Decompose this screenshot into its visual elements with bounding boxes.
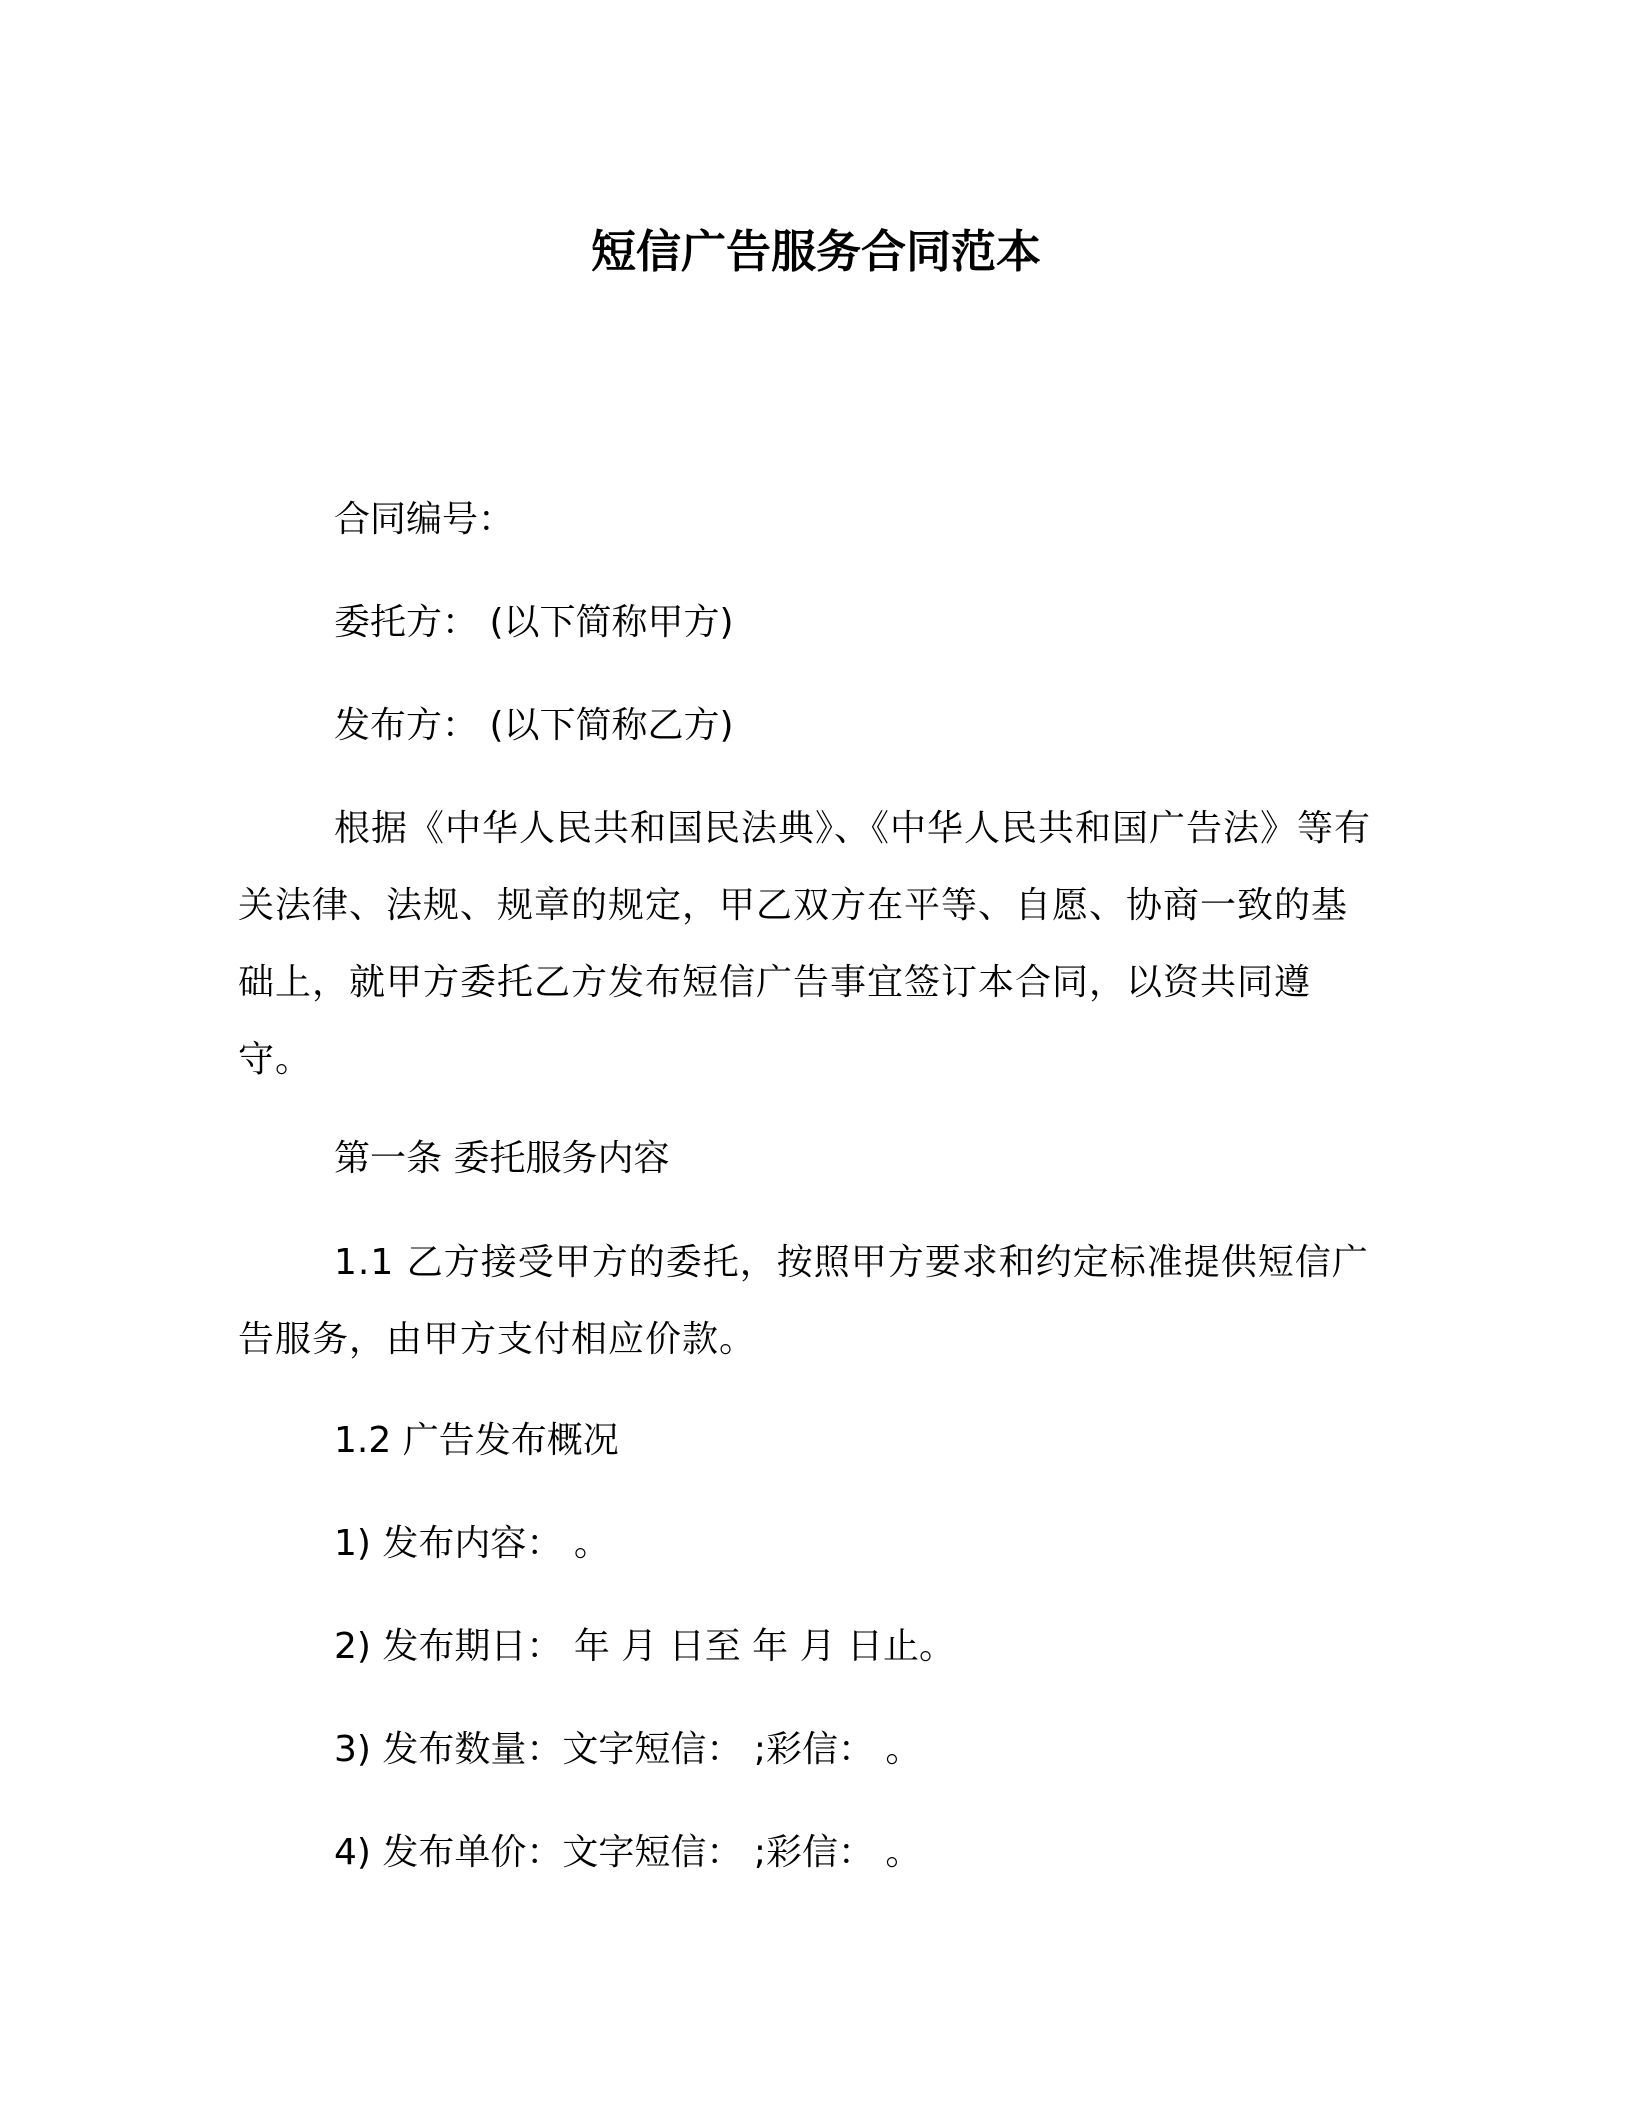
item-3-line: 3) 发布数量：文字短信： ;彩信： 。 [334, 1729, 922, 1770]
clause-1-1-paragraph: 1.1 乙方接受甲方的委托，按照甲方要求和约定标准提供短信广告服务，由甲方支付相应价款。 [238, 1242, 1369, 1360]
item-4-line: 4) 发布单价：文字短信： ;彩信： 。 [334, 1832, 922, 1873]
party-b-line: 发布方： (以下简称乙方) [334, 705, 734, 746]
contract-number-line: 合同编号： [334, 499, 515, 540]
document-title: 短信广告服务合同范本 [590, 225, 1041, 278]
item-2-line: 2) 发布期日： 年 月 日至 年 月 日止。 [334, 1626, 956, 1667]
item-1-line: 1) 发布内容： 。 [334, 1523, 610, 1564]
clause-1-2-heading: 1.2 广告发布概况 [334, 1420, 619, 1461]
preamble-paragraph: 根据《中华人民共和国民法典》、《中华人民共和国广告法》等有关法律、法规、规章的规定，甲乙双方在平等、自愿、协商一致的基础上，就甲方委托乙方发布短信广告事宜签订本合同，以资共同遵守。 [238, 808, 1372, 1080]
article-1-heading: 第一条 委托服务内容 [334, 1138, 670, 1179]
party-a-line: 委托方： (以下简称甲方) [334, 602, 734, 643]
